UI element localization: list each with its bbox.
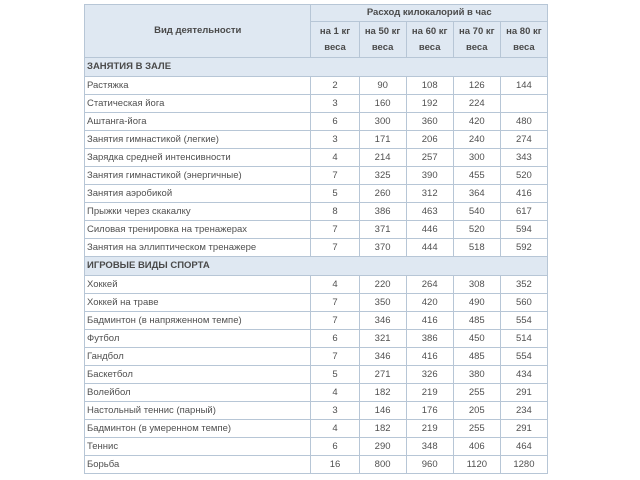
section-title: ЗАНЯТИЯ В ЗАЛЕ — [85, 58, 548, 77]
table-body — [85, 58, 548, 474]
calorie-value-cell: 420 — [406, 294, 453, 312]
calorie-value-cell: 6 — [311, 438, 359, 456]
calorie-value-cell: 255 — [453, 420, 500, 438]
calorie-value-cell: 406 — [453, 438, 500, 456]
calorie-value-cell: 144 — [500, 77, 547, 95]
activity-name-cell: Настольный теннис (парный) — [85, 402, 311, 420]
table-row — [85, 312, 548, 330]
calorie-value-cell: 4 — [311, 420, 359, 438]
calorie-value-cell: 6 — [311, 330, 359, 348]
calorie-value-cell: 617 — [500, 203, 547, 221]
calorie-value-cell: 1280 — [500, 456, 547, 474]
table-row — [85, 366, 548, 384]
calorie-value-cell: 480 — [500, 113, 547, 131]
calorie-value-cell: 255 — [453, 384, 500, 402]
calorie-value-cell — [500, 95, 547, 113]
table-row — [85, 131, 548, 149]
calorie-value-cell: 446 — [406, 221, 453, 239]
calorie-value-cell: 380 — [453, 366, 500, 384]
calorie-value-cell: 214 — [359, 149, 406, 167]
calorie-value-cell: 520 — [453, 221, 500, 239]
table-row — [85, 330, 548, 348]
calorie-value-cell: 234 — [500, 402, 547, 420]
calorie-value-cell: 350 — [359, 294, 406, 312]
calorie-value-cell: 455 — [453, 167, 500, 185]
calorie-value-cell: 4 — [311, 384, 359, 402]
calorie-value-cell: 240 — [453, 131, 500, 149]
weight-header-70kg: на 70 кг веса — [453, 22, 500, 58]
calorie-value-cell: 5 — [311, 366, 359, 384]
table-row — [85, 167, 548, 185]
calorie-value-cell: 325 — [359, 167, 406, 185]
calorie-value-cell: 206 — [406, 131, 453, 149]
activity-name-cell: Футбол — [85, 330, 311, 348]
table-row — [85, 276, 548, 294]
calorie-value-cell: 8 — [311, 203, 359, 221]
calorie-value-cell: 326 — [406, 366, 453, 384]
calorie-value-cell: 352 — [500, 276, 547, 294]
activity-name-cell: Хоккей на траве — [85, 294, 311, 312]
calorie-value-cell: 364 — [453, 185, 500, 203]
activity-name-cell: Бадминтон (в умеренном темпе) — [85, 420, 311, 438]
calorie-value-cell: 416 — [500, 185, 547, 203]
calorie-value-cell: 312 — [406, 185, 453, 203]
calorie-value-cell: 291 — [500, 384, 547, 402]
table-row — [85, 438, 548, 456]
calorie-value-cell: 348 — [406, 438, 453, 456]
calorie-value-cell: 518 — [453, 239, 500, 257]
calorie-value-cell: 416 — [406, 348, 453, 366]
calorie-value-cell: 321 — [359, 330, 406, 348]
table-row — [85, 239, 548, 257]
activity-name-cell: Силовая тренировка на тренажерах — [85, 221, 311, 239]
calorie-value-cell: 224 — [453, 95, 500, 113]
calorie-value-cell: 485 — [453, 348, 500, 366]
calorie-value-cell: 390 — [406, 167, 453, 185]
calorie-value-cell: 300 — [359, 113, 406, 131]
calorie-value-cell: 220 — [359, 276, 406, 294]
calorie-value-cell: 371 — [359, 221, 406, 239]
calorie-value-cell: 3 — [311, 131, 359, 149]
calorie-value-cell: 219 — [406, 420, 453, 438]
calorie-value-cell: 360 — [406, 113, 453, 131]
calorie-value-cell: 126 — [453, 77, 500, 95]
calorie-value-cell: 3 — [311, 95, 359, 113]
calorie-value-cell: 7 — [311, 294, 359, 312]
calorie-value-cell: 7 — [311, 312, 359, 330]
calorie-value-cell: 160 — [359, 95, 406, 113]
activity-column-header: Вид деятельности — [85, 5, 311, 58]
calorie-value-cell: 346 — [359, 312, 406, 330]
calorie-value-cell: 594 — [500, 221, 547, 239]
calorie-value-cell: 7 — [311, 221, 359, 239]
weight-header-50kg: на 50 кг веса — [359, 22, 406, 58]
activity-name-cell: Занятия гимнастикой (энергичные) — [85, 167, 311, 185]
calorie-value-cell: 108 — [406, 77, 453, 95]
calorie-value-cell: 386 — [406, 330, 453, 348]
table-row — [85, 149, 548, 167]
calorie-value-cell: 192 — [406, 95, 453, 113]
activity-name-cell: Статическая йога — [85, 95, 311, 113]
weight-header-60kg: на 60 кг веса — [406, 22, 453, 58]
calorie-value-cell: 6 — [311, 113, 359, 131]
calorie-value-cell: 300 — [453, 149, 500, 167]
calorie-value-cell: 1120 — [453, 456, 500, 474]
calorie-value-cell: 592 — [500, 239, 547, 257]
calorie-value-cell: 464 — [500, 438, 547, 456]
activity-name-cell: Теннис — [85, 438, 311, 456]
calorie-value-cell: 554 — [500, 348, 547, 366]
calorie-value-cell: 485 — [453, 312, 500, 330]
calorie-value-cell: 205 — [453, 402, 500, 420]
section-header-row — [85, 257, 548, 276]
table-row — [85, 294, 548, 312]
activity-name-cell: Зарядка средней интенсивности — [85, 149, 311, 167]
activity-name-cell: Бадминтон (в напряженном темпе) — [85, 312, 311, 330]
activity-name-cell: Гандбол — [85, 348, 311, 366]
calorie-value-cell: 343 — [500, 149, 547, 167]
table-row — [85, 402, 548, 420]
calories-group-header: Расход килокалорий в час — [311, 5, 548, 22]
calorie-value-cell: 271 — [359, 366, 406, 384]
calorie-value-cell: 4 — [311, 149, 359, 167]
activity-name-cell: Занятия гимнастикой (легкие) — [85, 131, 311, 149]
table-row — [85, 113, 548, 131]
table-row — [85, 95, 548, 113]
calorie-value-cell: 260 — [359, 185, 406, 203]
calorie-value-cell: 2 — [311, 77, 359, 95]
calorie-value-cell: 219 — [406, 384, 453, 402]
calorie-value-cell: 3 — [311, 402, 359, 420]
calorie-value-cell: 800 — [359, 456, 406, 474]
calorie-value-cell: 257 — [406, 149, 453, 167]
calorie-value-cell: 182 — [359, 384, 406, 402]
calorie-value-cell: 450 — [453, 330, 500, 348]
calorie-value-cell: 960 — [406, 456, 453, 474]
calorie-value-cell: 420 — [453, 113, 500, 131]
calorie-value-cell: 308 — [453, 276, 500, 294]
table-row — [85, 77, 548, 95]
calorie-value-cell: 176 — [406, 402, 453, 420]
calorie-value-cell: 444 — [406, 239, 453, 257]
calorie-value-cell: 463 — [406, 203, 453, 221]
activity-name-cell: Борьба — [85, 456, 311, 474]
table-row — [85, 221, 548, 239]
calorie-value-cell: 90 — [359, 77, 406, 95]
activity-name-cell: Занятия на эллиптическом тренажере — [85, 239, 311, 257]
calorie-table-container — [84, 4, 548, 478]
calorie-value-cell: 560 — [500, 294, 547, 312]
calorie-value-cell: 370 — [359, 239, 406, 257]
calorie-value-cell: 290 — [359, 438, 406, 456]
calorie-value-cell: 346 — [359, 348, 406, 366]
calorie-value-cell: 554 — [500, 312, 547, 330]
activity-name-cell: Аштанга-йога — [85, 113, 311, 131]
calorie-value-cell: 434 — [500, 366, 547, 384]
section-header-row — [85, 58, 548, 77]
table-row — [85, 456, 548, 474]
table-header — [85, 5, 548, 58]
table-row — [85, 384, 548, 402]
weight-header-80kg: на 80 кг веса — [500, 22, 547, 58]
calorie-value-cell: 7 — [311, 167, 359, 185]
calorie-value-cell: 4 — [311, 276, 359, 294]
calorie-table — [84, 4, 548, 474]
calorie-value-cell: 274 — [500, 131, 547, 149]
calorie-value-cell: 16 — [311, 456, 359, 474]
calorie-value-cell: 146 — [359, 402, 406, 420]
calorie-value-cell: 291 — [500, 420, 547, 438]
table-row — [85, 420, 548, 438]
calorie-value-cell: 5 — [311, 185, 359, 203]
calorie-value-cell: 386 — [359, 203, 406, 221]
activity-name-cell: Занятия аэробикой — [85, 185, 311, 203]
calorie-value-cell: 490 — [453, 294, 500, 312]
calorie-value-cell: 182 — [359, 420, 406, 438]
activity-name-cell: Волейбол — [85, 384, 311, 402]
activity-name-cell: Прыжки через скакалку — [85, 203, 311, 221]
activity-name-cell: Баскетбол — [85, 366, 311, 384]
activity-name-cell: Растяжка — [85, 77, 311, 95]
calorie-value-cell: 264 — [406, 276, 453, 294]
table-row — [85, 348, 548, 366]
calorie-value-cell: 514 — [500, 330, 547, 348]
table-row — [85, 185, 548, 203]
calorie-value-cell: 540 — [453, 203, 500, 221]
calorie-value-cell: 416 — [406, 312, 453, 330]
calorie-value-cell: 7 — [311, 239, 359, 257]
section-title: ИГРОВЫЕ ВИДЫ СПОРТА — [85, 257, 548, 276]
calorie-value-cell: 7 — [311, 348, 359, 366]
calorie-value-cell: 520 — [500, 167, 547, 185]
activity-name-cell: Хоккей — [85, 276, 311, 294]
table-row — [85, 203, 548, 221]
weight-header-1kg: на 1 кг веса — [311, 22, 359, 58]
calorie-value-cell: 171 — [359, 131, 406, 149]
